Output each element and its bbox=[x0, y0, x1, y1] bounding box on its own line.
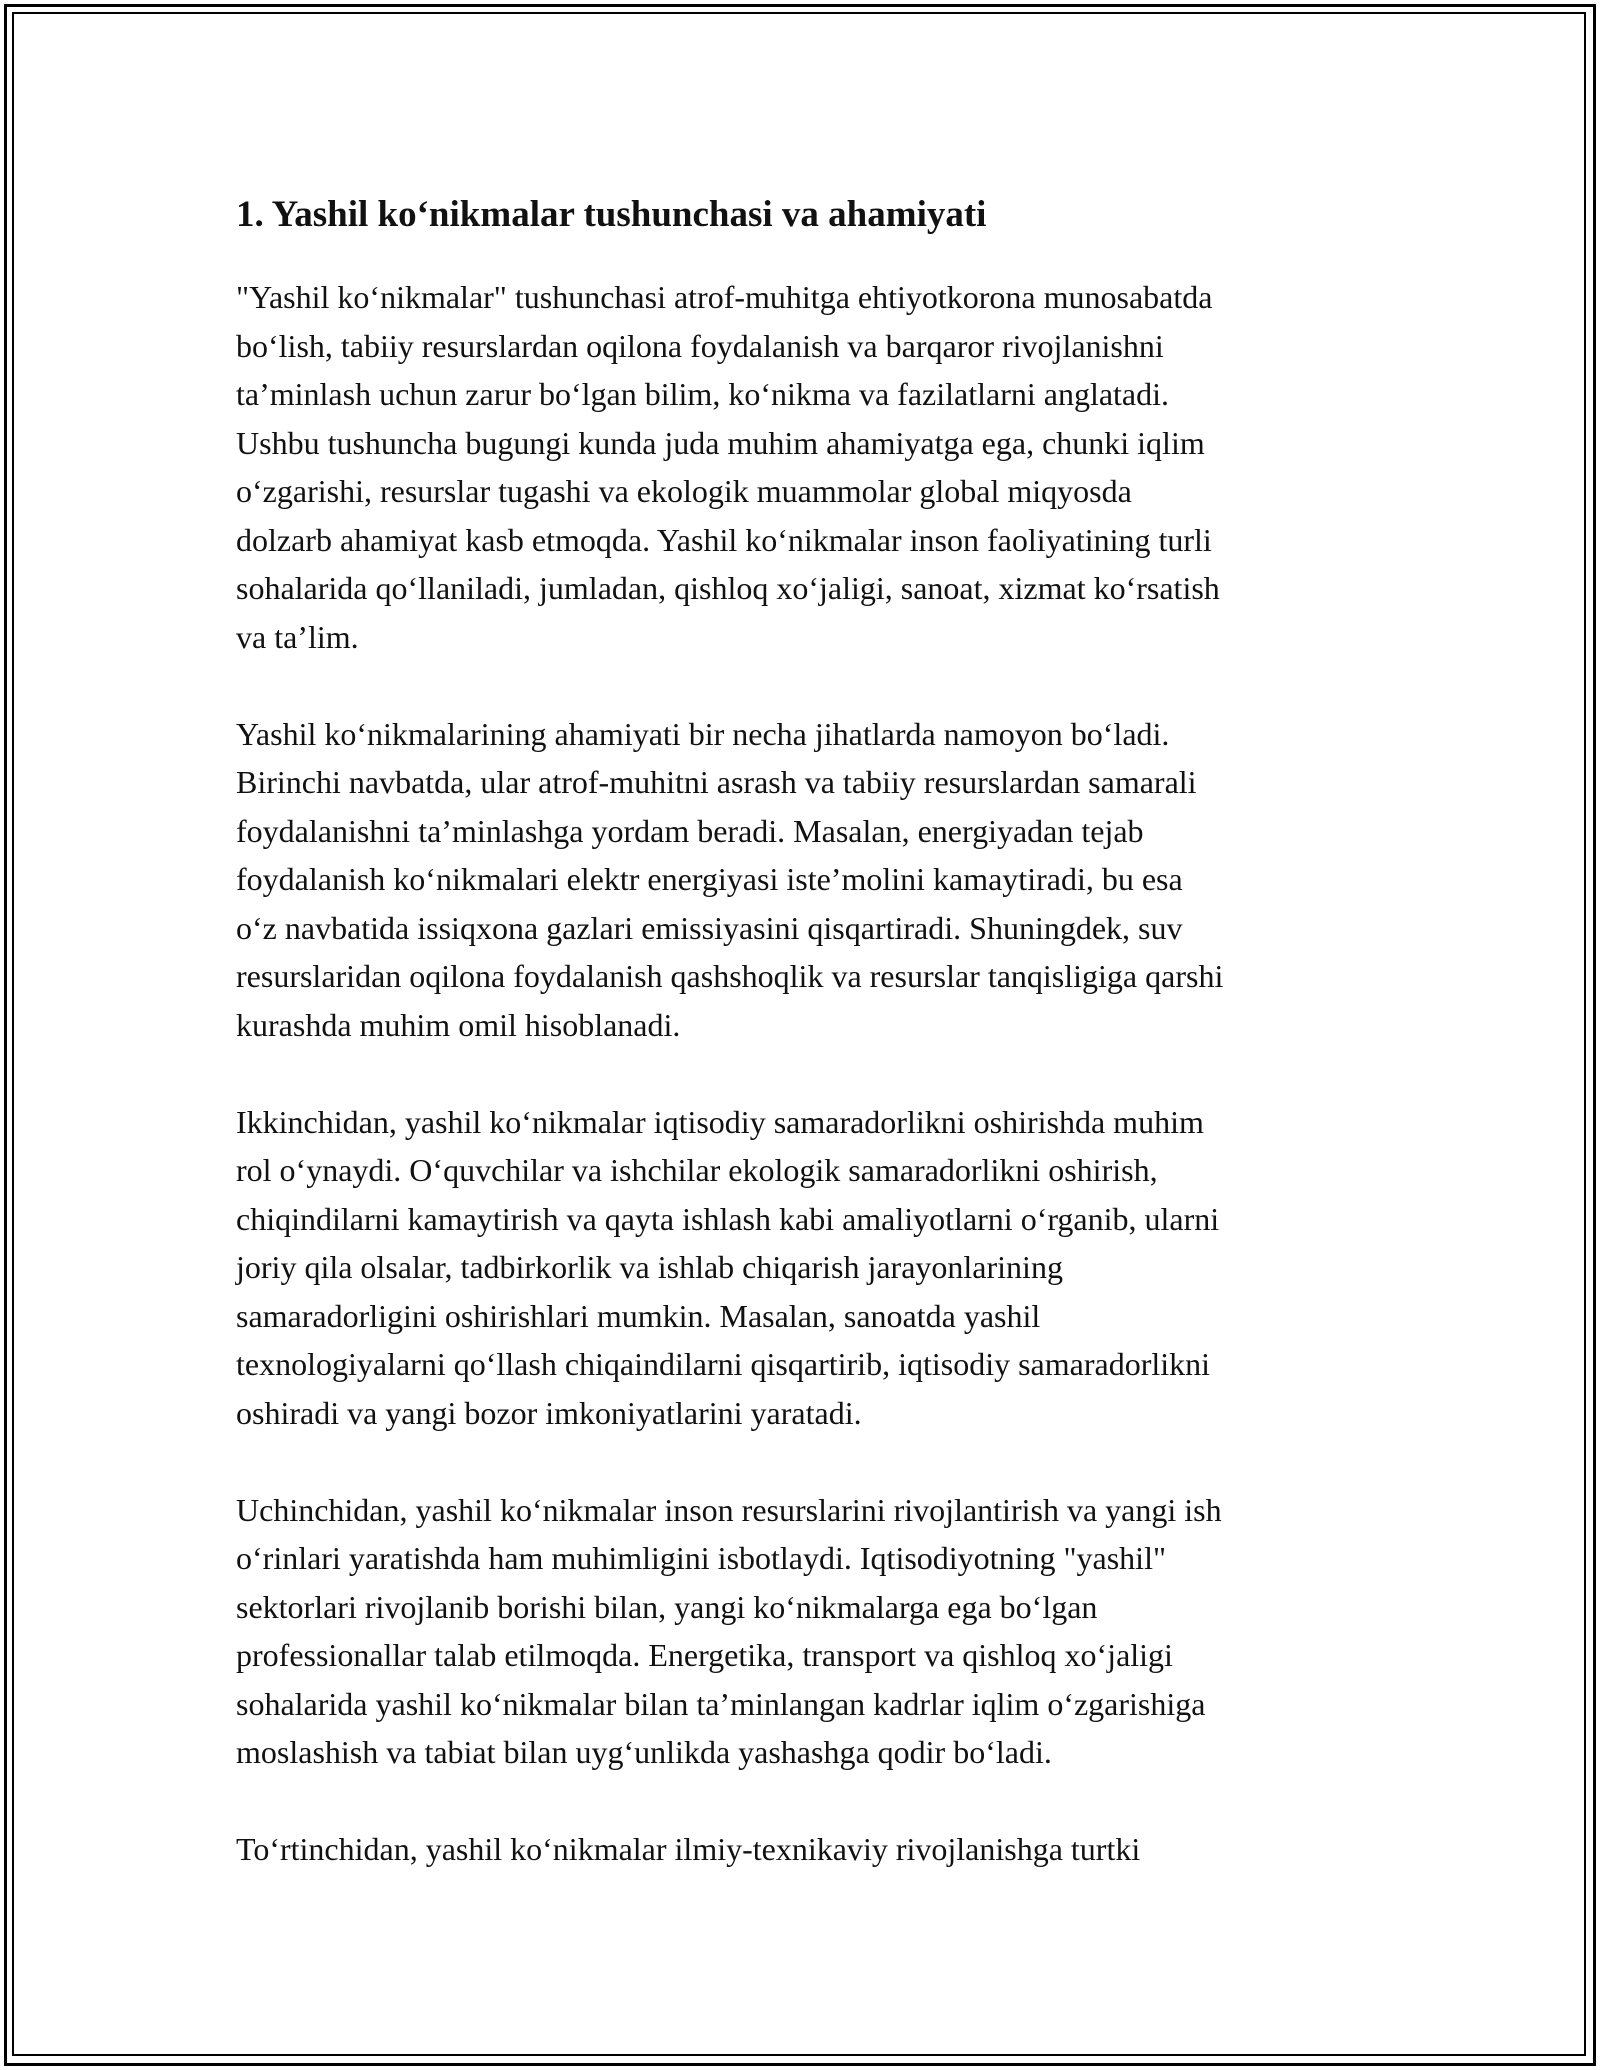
text-line: Ushbu tushuncha bugungi kunda juda muhim ahamiyatga ega, chunki iqlim bbox=[236, 424, 1205, 461]
text-line: bo‘lish, tabiiy resurslardan oqilona foydalanish va barqaror rivojlanishni bbox=[236, 327, 1164, 364]
text-line: sohalarida qo‘llaniladi, jumladan, qishloq xo‘jaligi, sanoat, xizmat ko‘rsatish bbox=[236, 570, 1220, 606]
text-line: rol o‘ynaydi. O‘quvchilar va ishchilar ekologik samaradorlikni oshirish, bbox=[236, 1152, 1158, 1188]
text-line: Birinchi navbatda, ular atrof-muhitni asrash va tabiiy resurslardan samarali bbox=[236, 764, 1197, 800]
text-line: kurashda muhim omil hisoblanadi. bbox=[236, 1006, 681, 1043]
text-line: resurslaridan oqilona foydalanish qashshoqlik va resurslar tanqisligiga qarshi bbox=[236, 958, 1224, 994]
text-line: Yashil ko‘nikmalarining ahamiyati bir necha jihatlarda namoyon bo‘ladi. bbox=[236, 715, 1170, 752]
text-line: va ta’lim. bbox=[236, 618, 359, 655]
text-line: sohalarida yashil ko‘nikmalar bilan ta’minlangan kadrlar iqlim o‘zgarishiga bbox=[236, 1685, 1206, 1722]
text-line: samaradorligini oshirishlari mumkin. Masalan, sanoatda yashil bbox=[236, 1297, 1041, 1334]
text-line: "Yashil ko‘nikmalar" tushunchasi atrof-muhitga ehtiyotkorona munosabatda bbox=[236, 279, 1213, 315]
text-line: sektorlari rivojlanib borishi bilan, yangi ko‘nikmalarga ega bo‘lgan bbox=[236, 1588, 1098, 1625]
document-body bbox=[236, 185, 1376, 1922]
paragraph-3 bbox=[236, 1098, 1376, 1438]
text-line: To‘rtinchidan, yashil ko‘nikmalar ilmiy-texnikaviy rivojlanishga turtki bbox=[236, 1831, 1141, 1867]
text-line: moslashish va tabiat bilan uyg‘unlikda yashashga qodir bo‘ladi. bbox=[236, 1734, 1052, 1770]
text-line: foydalanishni ta’minlashga yordam beradi. Masalan, energiyadan tejab bbox=[236, 812, 1144, 849]
text-line: o‘zgarishi, resurslar tugashi va ekologik muammolar global miqyosda bbox=[236, 473, 1132, 509]
paragraph-4 bbox=[236, 1486, 1376, 1777]
text-line: professionallar talab etilmoqda. Energetika, transport va qishloq xo‘jaligi bbox=[236, 1637, 1173, 1673]
text-line: dolzarb ahamiyat kasb etmoqda. Yashil ko‘nikmalar inson faoliyatining turli bbox=[236, 521, 1212, 558]
paragraph-5 bbox=[236, 1825, 1376, 1874]
paragraph-1 bbox=[236, 273, 1376, 661]
text-line: chiqindilarni kamaytirish va qayta ishlash kabi amaliyotlarni o‘rganib, ularni bbox=[236, 1200, 1220, 1237]
text-line: o‘z navbatida issiqxona gazlari emissiyasini qisqartiradi. Shuningdek, suv bbox=[236, 909, 1183, 946]
text-line: joriy qila olsalar, tadbirkorlik va ishlab chiqarish jarayonlarining bbox=[236, 1249, 1063, 1285]
text-line: texnologiyalarni qo‘llash chiqaindilarni qisqartirib, iqtisodiy samaradorlikni bbox=[236, 1346, 1211, 1382]
text-line: o‘rinlari yaratishda ham muhimligini isbotlaydi. Iqtisodiyotning "yashil" bbox=[236, 1540, 1167, 1576]
text-line: foydalanish ko‘nikmalari elektr energiyasi iste’molini kamaytiradi, bu esa bbox=[236, 861, 1183, 897]
text-line: ta’minlash uchun zarur bo‘lgan bilim, ko‘nikma va fazilatlarni anglatadi. bbox=[236, 376, 1170, 412]
text-line: oshiradi va yangi bozor imkoniyatlarini yaratadi. bbox=[236, 1394, 862, 1431]
section-heading: 1. Yashil ko‘nikmalar tushunchasi va ahamiyati bbox=[236, 194, 987, 235]
paragraph-2 bbox=[236, 710, 1376, 1050]
text-line: Uchinchidan, yashil ko‘nikmalar inson resurslarini rivojlantirish va yangi ish bbox=[236, 1491, 1222, 1528]
text-line: Ikkinchidan, yashil ko‘nikmalar iqtisodiy samaradorlikni oshirishda muhim bbox=[236, 1103, 1204, 1140]
